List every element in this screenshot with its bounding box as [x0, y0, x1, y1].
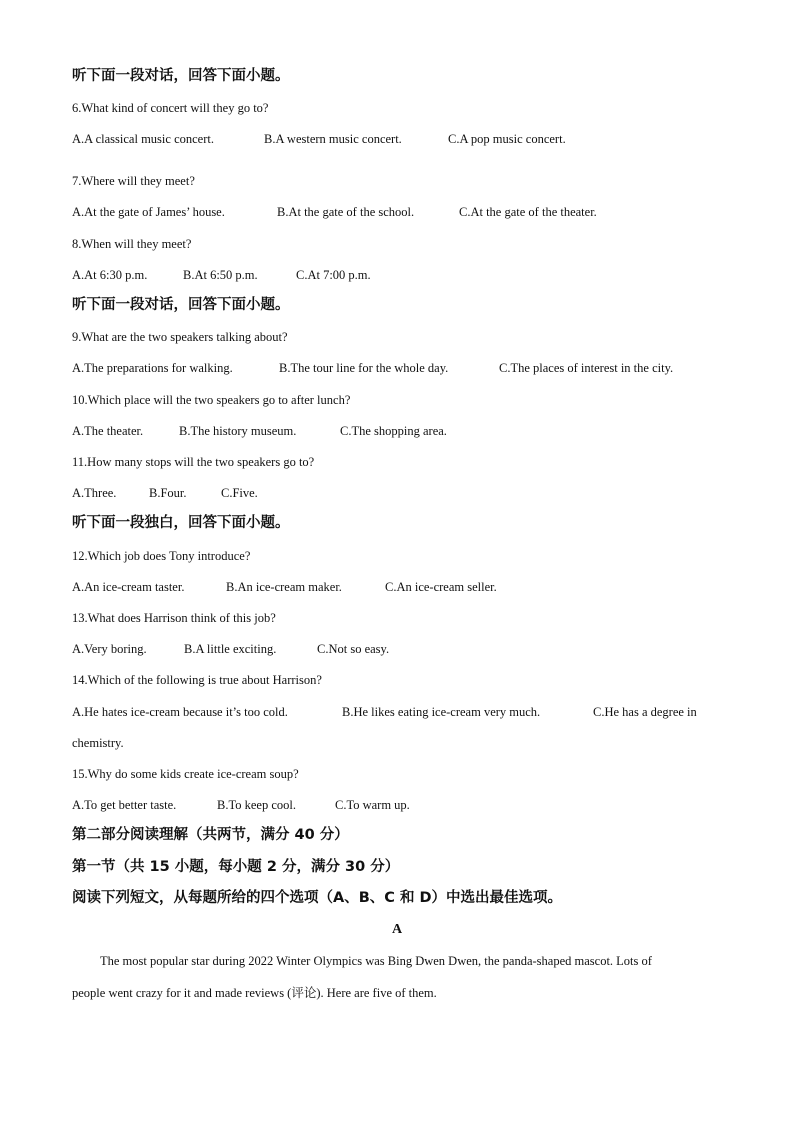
option-a: A.He hates ice-cream because it’s too cold.	[72, 705, 288, 719]
question-14: 14.Which of the following is true about Harrison?	[72, 673, 322, 687]
option-c: C.Not so easy.	[317, 642, 390, 656]
option-b: B.He likes eating ice-cream very much.	[342, 705, 541, 719]
option-c: C.At the gate of the theater.	[459, 205, 597, 219]
option-c: C.He has a degree in	[593, 705, 697, 719]
question-15: 15.Why do some kids create ice-cream soup?	[72, 767, 299, 781]
option-a: A.Three.	[72, 486, 117, 500]
section-heading: 听下面一段独白，回答下面小题。	[72, 515, 290, 531]
option-c: C.A pop music concert.	[448, 132, 566, 146]
options-10	[72, 423, 447, 439]
option-b: B.An ice-cream maker.	[226, 580, 342, 594]
option-a: A.At the gate of James’ house.	[72, 205, 225, 219]
options-12	[72, 579, 497, 595]
option-a: A.Very boring.	[72, 642, 147, 656]
option-c-continued: chemistry.	[72, 736, 124, 750]
option-c: C.Five.	[221, 486, 258, 500]
option-b: B.To keep cool.	[217, 798, 296, 812]
option-c: C.The shopping area.	[340, 424, 447, 438]
question-11: 11.How many stops will the two speakers go to?	[72, 455, 315, 469]
question-8: 8.When will they meet?	[72, 237, 192, 251]
options-8	[72, 267, 371, 283]
option-c: C.An ice-cream seller.	[385, 580, 497, 594]
option-c: C.To warm up.	[335, 798, 410, 812]
options-7	[72, 204, 597, 220]
option-b: B.Four.	[149, 486, 187, 500]
option-c: C.At 7:00 p.m.	[296, 268, 371, 282]
question-7: 7.Where will they meet?	[72, 174, 195, 188]
option-b: B.The tour line for the whole day.	[279, 361, 449, 375]
options-14	[72, 704, 697, 720]
options-9	[72, 360, 673, 376]
options-15	[72, 797, 410, 813]
options-13	[72, 641, 389, 657]
option-b: B.A western music concert.	[264, 132, 402, 146]
question-13: 13.What does Harrison think of this job?	[72, 611, 276, 625]
question-6: 6.What kind of concert will they go to?	[72, 101, 269, 115]
option-c: C.The places of interest in the city.	[499, 361, 674, 375]
option-b: B.At 6:50 p.m.	[183, 268, 258, 282]
option-a: A.A classical music concert.	[72, 132, 214, 146]
part-title: 第二部分阅读理解（共两节，满分 40 分）	[72, 827, 349, 843]
option-a: A.The preparations for walking.	[72, 361, 233, 375]
section-heading: 听下面一段对话，回答下面小题。	[72, 297, 290, 313]
question-12: 12.Which job does Tony introduce?	[72, 549, 251, 563]
option-a: A.The theater.	[72, 424, 144, 438]
question-9: 9.What are the two speakers talking about?	[72, 330, 288, 344]
question-10: 10.Which place will the two speakers go to after lunch?	[72, 393, 351, 407]
option-b: B.A little exciting.	[184, 642, 277, 656]
instruction: 阅读下列短文，从每题所给的四个选项（A、B、C 和 D）中选出最佳选项。	[72, 890, 563, 906]
option-a: A.To get better taste.	[72, 798, 177, 812]
options-6	[72, 131, 566, 147]
passage-label: A	[391, 922, 403, 937]
passage-text-line-2: people went crazy for it and made reviews (评论). Here are five of them.	[72, 986, 437, 1000]
sub-title: 第一节（共 15 小题，每小题 2 分，满分 30 分）	[72, 859, 400, 875]
section-heading: 听下面一段对话，回答下面小题。	[72, 68, 290, 84]
option-b: B.The history museum.	[179, 424, 297, 438]
option-a: A.An ice-cream taster.	[72, 580, 185, 594]
option-b: B.At the gate of the school.	[277, 205, 415, 219]
option-a: A.At 6:30 p.m.	[72, 268, 148, 282]
options-11	[72, 485, 258, 501]
passage-text-line-1: The most popular star during 2022 Winter Olympics was Bing Dwen Dwen, the panda-shaped mascot. Lots of	[100, 954, 652, 968]
